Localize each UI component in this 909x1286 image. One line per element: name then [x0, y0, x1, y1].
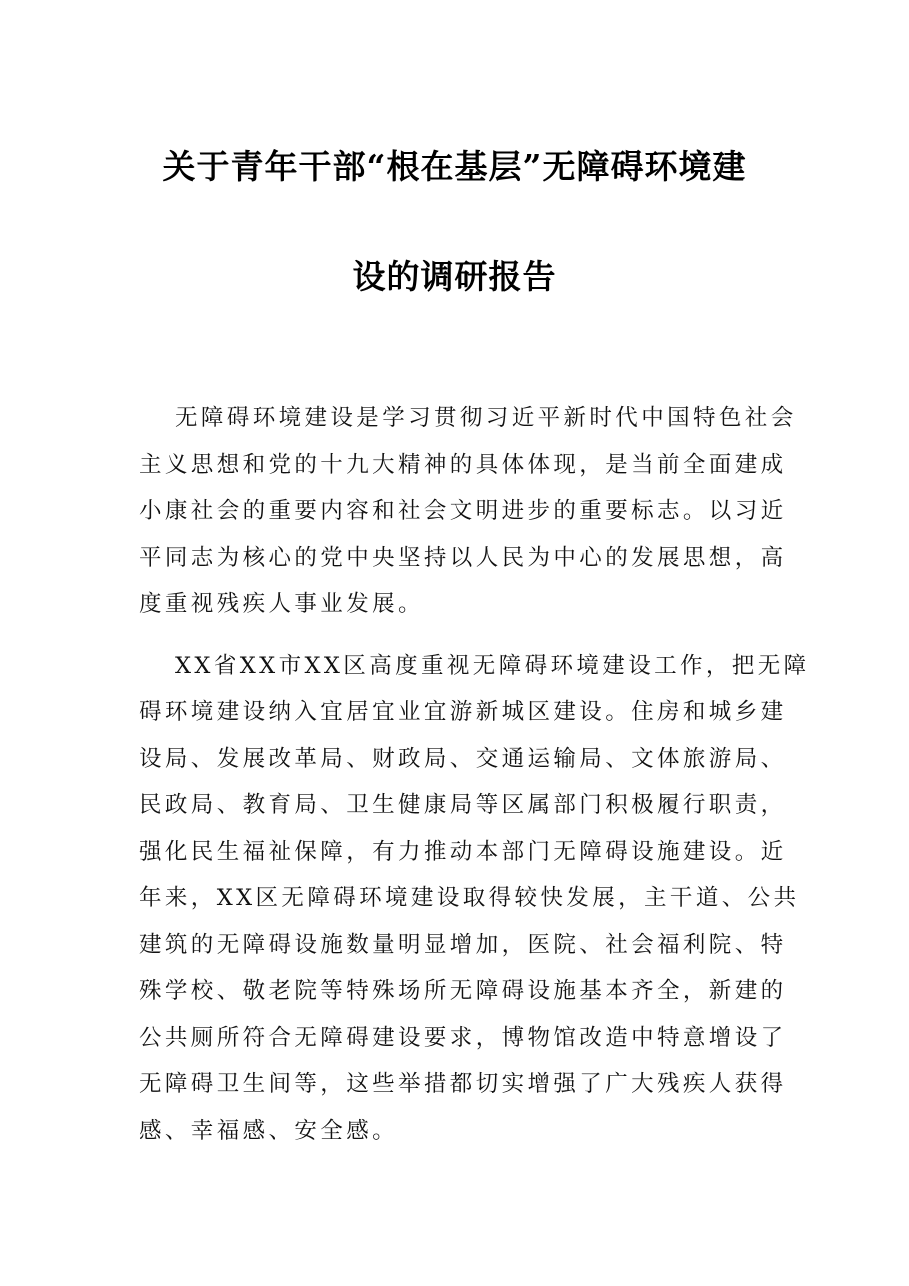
- paragraph-line: 无障碍环境建设是学习贯彻习近平新时代中国特色社会: [175, 405, 797, 431]
- paragraph-line: 主义思想和党的十九大精神的具体体现，是当前全面建成: [139, 451, 787, 478]
- paragraph-line: 无障碍卫生间等，这些举措都切实增强了广大残疾人获得: [139, 1071, 787, 1097]
- paragraph-line: 度重视残疾人事业发展。: [139, 591, 424, 617]
- paragraph-line: XX省XX市XX区高度重视无障碍环境建设工作，把无障: [175, 652, 810, 679]
- title-line-1: 关于青年干部“根在基层”无障碍环境建: [162, 147, 747, 186]
- paragraph-1: [139, 395, 797, 628]
- paragraph-line: 小康社会的重要内容和社会文明进步的重要标志。以习近: [139, 498, 787, 524]
- title-line-2: 设的调研报告: [352, 257, 557, 296]
- paragraph-line: 设局、发展改革局、财政局、交通运输局、文体旅游局、: [139, 745, 787, 772]
- paragraph-line: 年来，XX区无障碍环境建设取得较快发展，主干道、公共: [139, 885, 800, 911]
- paragraph-line: 感、幸福感、安全感。: [139, 1117, 399, 1144]
- paragraph-line: 民政局、教育局、卫生健康局等区属部门积极履行职责，: [139, 792, 787, 818]
- document-body: [139, 395, 810, 1154]
- document-title: [0, 142, 909, 302]
- paragraph-line: 殊学校、敬老院等特殊场所无障碍设施基本齐全，新建的: [139, 978, 787, 1004]
- paragraph-line: 强化民生福祉保障，有力推动本部门无障碍设施建设。近: [139, 838, 787, 865]
- paragraph-line: 建筑的无障碍设施数量明显增加，医院、社会福利院、特: [139, 931, 787, 958]
- paragraph-2: [139, 643, 810, 1155]
- paragraph-line: 平同志为核心的党中央坚持以人民为中心的发展思想，高: [139, 544, 787, 571]
- paragraph-line: 碍环境建设纳入宜居宜业宜游新城区建设。住房和城乡建: [139, 699, 787, 725]
- paragraph-line: 公共厕所符合无障碍建设要求，博物馆改造中特意增设了: [139, 1024, 787, 1051]
